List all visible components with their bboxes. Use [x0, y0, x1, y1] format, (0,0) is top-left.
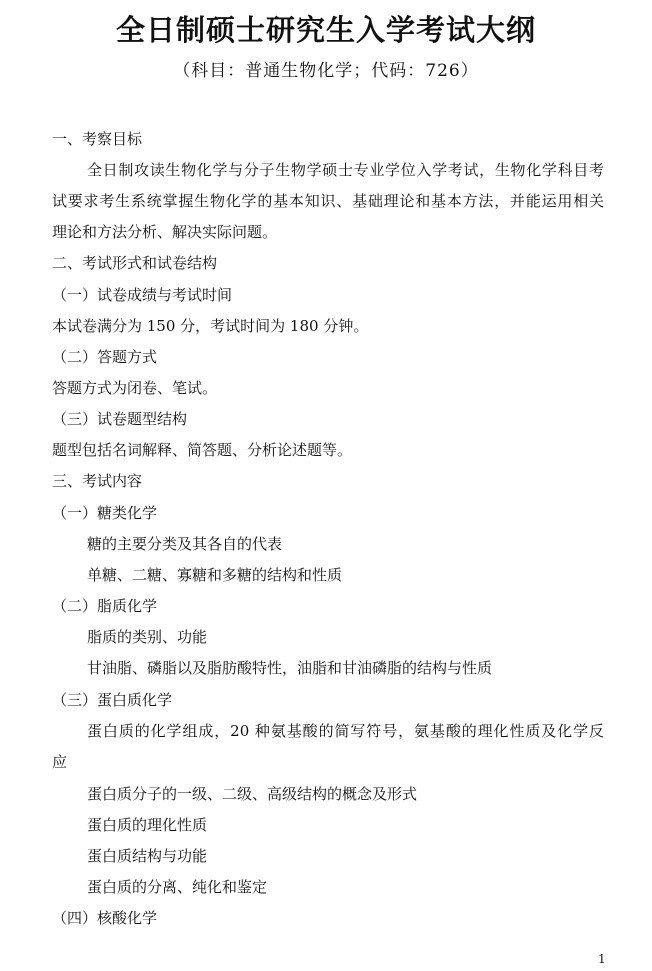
list-item: 脂质的类别、功能	[87, 628, 208, 646]
list-item: 蛋白质的分离、纯化和鉴定	[87, 878, 268, 896]
paragraph-line: 试要求考生系统掌握生物化学的基本知识、基础理论和基本方法，并能运用相关	[52, 192, 604, 210]
section-heading-content: 三、考试内容	[52, 472, 143, 490]
subsection-heading: （一）试卷成绩与考试时间	[52, 286, 233, 304]
list-item-continuation: 应	[52, 753, 68, 771]
subsection-heading: （四）核酸化学	[52, 909, 158, 927]
list-item: 蛋白质结构与功能	[87, 847, 208, 865]
section-heading-format: 二、考试形式和试卷结构	[52, 254, 218, 272]
list-item: 蛋白质分子的一级、二级、高级结构的概念及形式	[87, 785, 418, 803]
document-title: 全日制硕士研究生入学考试大纲	[115, 13, 536, 47]
subsection-heading: （三）蛋白质化学	[52, 691, 173, 709]
paragraph-line: 答题方式为闭卷、笔试。	[52, 379, 218, 397]
page-number: 1	[598, 952, 606, 966]
subsection-heading: （二）答题方式	[52, 348, 158, 366]
subsection-heading: （二）脂质化学	[52, 597, 158, 615]
list-item: 甘油脂、磷脂以及脂肪酸特性，油脂和甘油磷脂的结构与性质	[87, 659, 493, 677]
list-item: 蛋白质的化学组成，20 种氨基酸的简写符号，氨基酸的理化性质及化学反	[87, 722, 604, 740]
subsection-heading: （三）试卷题型结构	[52, 410, 188, 428]
list-item: 单糖、二糖、寡糖和多糖的结构和性质	[87, 566, 343, 584]
subsection-heading: （一）糖类化学	[52, 504, 158, 522]
paragraph-line: 题型包括名词解释、简答题、分析论述题等。	[52, 441, 353, 459]
list-item: 糖的主要分类及其各自的代表	[87, 535, 283, 553]
document-subtitle: （科目：普通生物化学；代码：726）	[173, 61, 479, 81]
paragraph-line: 全日制攻读生物化学与分子生物学硕士专业学位入学考试，生物化学科目考	[87, 161, 604, 179]
list-item: 蛋白质的理化性质	[87, 816, 208, 834]
section-heading-objectives: 一、考察目标	[52, 130, 143, 148]
paragraph-line: 本试卷满分为 150 分，考试时间为 180 分钟。	[52, 317, 369, 335]
paragraph-line: 理论和方法分析、解决实际问题。	[52, 223, 278, 241]
